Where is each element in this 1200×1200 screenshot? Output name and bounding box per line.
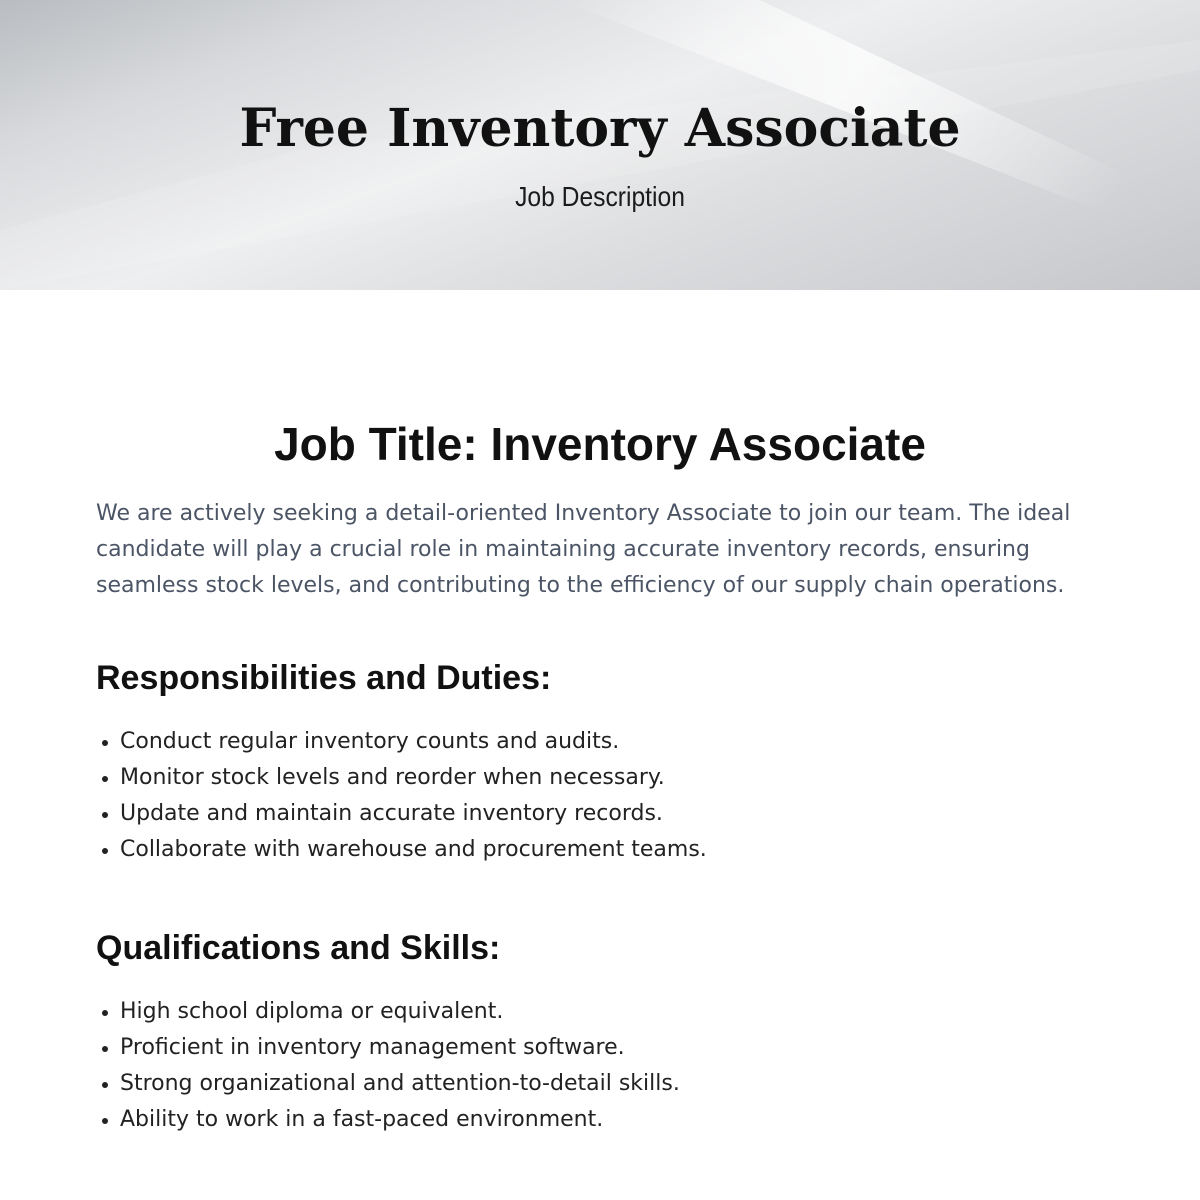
intro-paragraph: We are actively seeking a detail-oriented Inventory Associate to join our team. The ideal candidate will play a crucial role in maintaining accurate inventory records, ensuring seamless stock levels, and contributing to the efficiency of our supply chain operations. — [96, 501, 1071, 598]
list-item — [96, 1102, 1104, 1138]
bullet-icon — [102, 740, 108, 746]
list-item — [96, 760, 1104, 796]
bullet-icon — [102, 812, 108, 818]
qualifications-list — [96, 994, 1104, 1138]
list-item — [96, 1066, 1104, 1102]
responsibilities-heading: Responsibilities and Duties: — [96, 659, 552, 697]
list-item — [96, 994, 1104, 1030]
job-title-heading: Job Title: Inventory Associate — [274, 418, 926, 470]
document-title: Free Inventory Associate — [239, 98, 961, 159]
responsibilities-list — [96, 724, 1104, 868]
qualifications-heading: Qualifications and Skills: — [96, 929, 501, 967]
list-item — [96, 724, 1104, 760]
list-item-text: Monitor stock levels and reorder when necessary. — [120, 765, 665, 790]
bullet-icon — [102, 1010, 108, 1016]
header-banner — [0, 0, 1200, 290]
list-item — [96, 832, 1104, 868]
bullet-icon — [102, 848, 108, 854]
list-item-text: Proficient in inventory management software. — [120, 1035, 625, 1060]
list-item-text: Ability to work in a fast-paced environment. — [120, 1107, 604, 1132]
list-item-text: Update and maintain accurate inventory records. — [120, 801, 663, 826]
list-item-text: Collaborate with warehouse and procurement teams. — [120, 837, 707, 862]
document-subtitle: Job Description — [515, 181, 685, 212]
bullet-icon — [102, 776, 108, 782]
list-item-text: Strong organizational and attention-to-detail skills. — [120, 1071, 680, 1096]
list-item-text: Conduct regular inventory counts and audits. — [120, 729, 620, 754]
bullet-icon — [102, 1118, 108, 1124]
list-item — [96, 1030, 1104, 1066]
list-item-text: High school diploma or equivalent. — [120, 999, 504, 1024]
bullet-icon — [102, 1046, 108, 1052]
document-body — [96, 414, 1104, 1138]
bullet-icon — [102, 1082, 108, 1088]
list-item — [96, 796, 1104, 832]
